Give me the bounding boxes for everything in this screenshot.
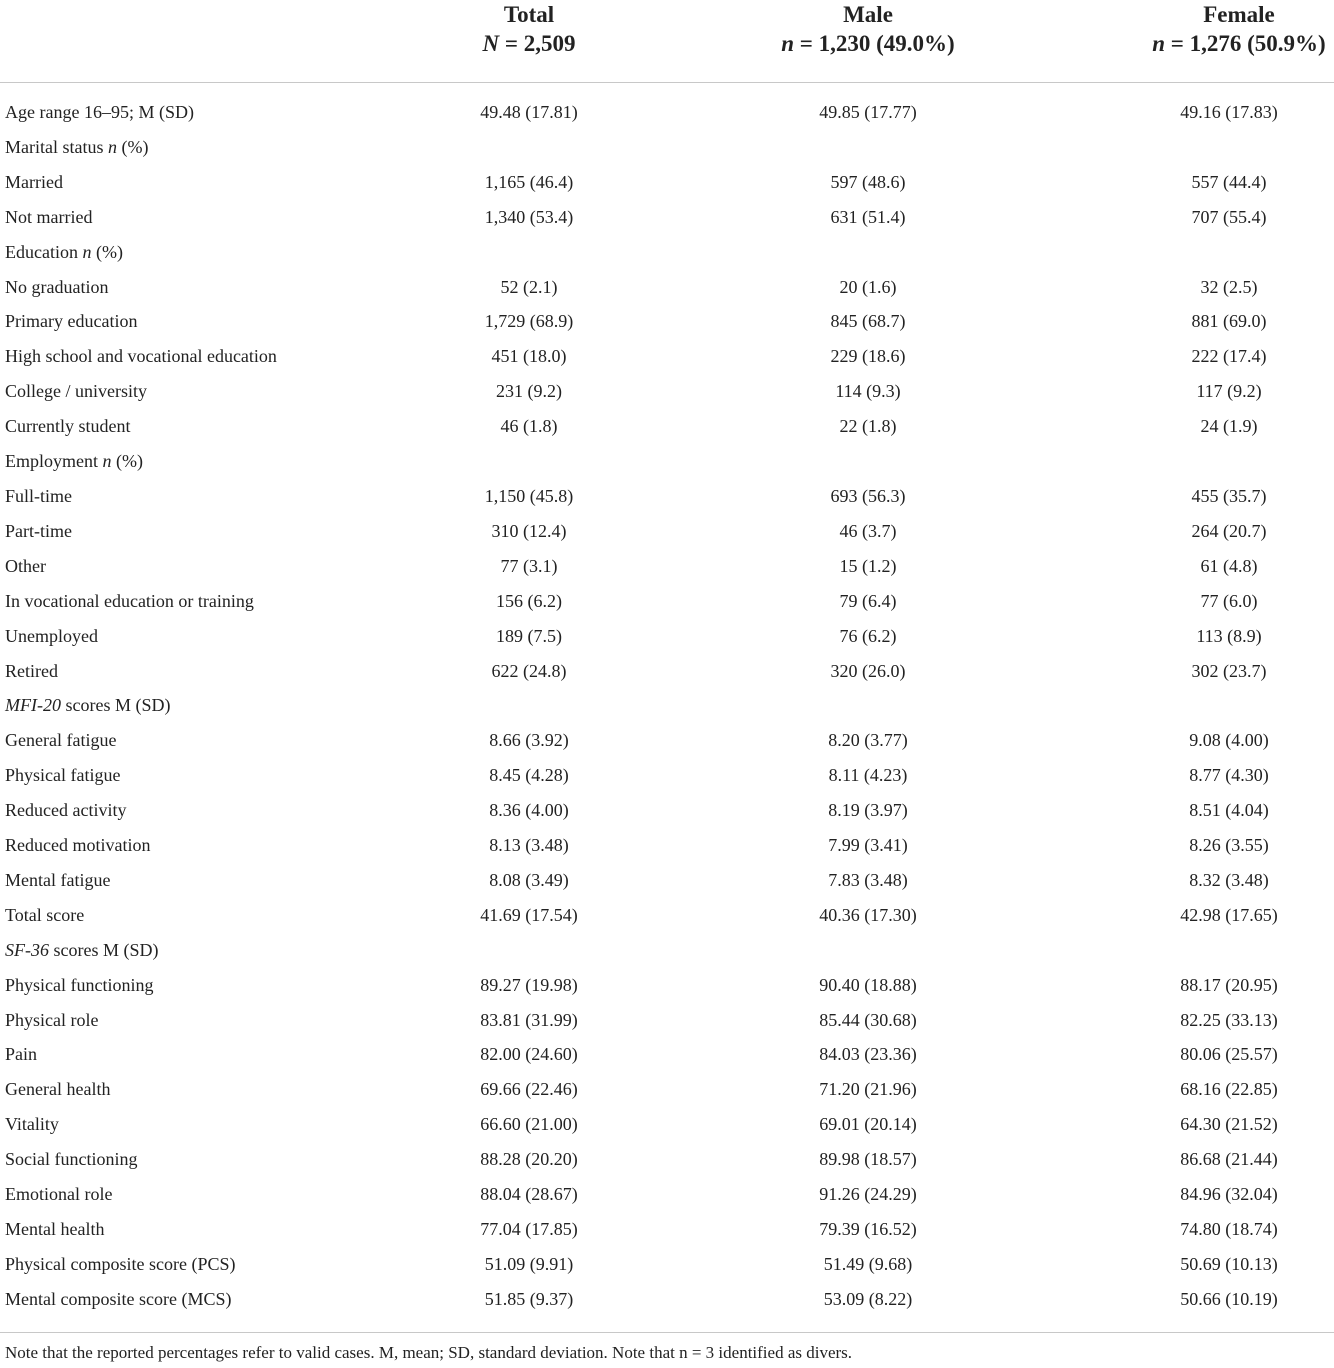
cell-female: 88.17 (20.95) (1180, 974, 1278, 995)
table-row (0, 723, 1334, 758)
cell-total: 8.13 (3.48) (489, 835, 569, 856)
row-label: No graduation (5, 276, 109, 297)
cell-male: 22 (1.8) (839, 416, 897, 437)
cell-male: 91.26 (24.29) (819, 1184, 917, 1205)
header-female (1089, 0, 1334, 58)
row-label: High school and vocational education (5, 346, 277, 367)
table-row (0, 863, 1334, 898)
cell-total: 83.81 (31.99) (480, 1009, 578, 1030)
table-row (0, 270, 1334, 305)
cell-male: 8.20 (3.77) (828, 730, 908, 751)
cell-total: 1,165 (46.4) (484, 171, 574, 192)
row-label: Other (5, 555, 46, 576)
header-divider (0, 82, 1334, 83)
table-row (0, 1107, 1334, 1142)
cell-total: 66.60 (21.00) (480, 1114, 578, 1135)
table-row (0, 1142, 1334, 1177)
cell-male: 320 (26.0) (830, 660, 906, 681)
table-row (0, 688, 1334, 723)
cell-male: 69.01 (20.14) (819, 1114, 917, 1135)
row-label: Currently student (5, 416, 131, 437)
cell-female: 264 (20.7) (1191, 520, 1267, 541)
cell-male: 79 (6.4) (839, 590, 897, 611)
table-row (0, 374, 1334, 409)
cell-female: 222 (17.4) (1191, 346, 1267, 367)
cell-male: 79.39 (16.52) (819, 1219, 917, 1239)
row-label: Physical fatigue (5, 765, 121, 786)
table-body (0, 95, 1334, 1317)
row-label: Mental composite score (MCS) (5, 1288, 232, 1309)
cell-total: 89.27 (19.98) (480, 974, 578, 995)
cell-female: 455 (35.7) (1191, 485, 1267, 506)
row-label: Full-time (5, 485, 72, 506)
cell-total: 8.66 (3.92) (489, 730, 569, 751)
table-row (0, 200, 1334, 235)
cell-total: 231 (9.2) (496, 381, 562, 402)
cell-total: 46 (1.8) (500, 416, 558, 437)
row-label: Employment n (%) (5, 451, 143, 472)
table-row (0, 444, 1334, 479)
cell-female: 32 (2.5) (1200, 276, 1258, 297)
header-total (409, 0, 649, 58)
row-label: Education n (%) (5, 241, 123, 262)
cell-total: 189 (7.5) (496, 625, 562, 646)
table-row (0, 828, 1334, 863)
row-label: Retired (5, 660, 58, 681)
cell-female: 42.98 (17.65) (1180, 904, 1278, 925)
table-row (0, 1177, 1334, 1212)
row-label: General fatigue (5, 730, 117, 751)
cell-female: 50.69 (10.13) (1180, 1253, 1278, 1274)
cell-male: 229 (18.6) (830, 346, 906, 367)
row-label: Total score (5, 904, 85, 925)
cell-total: 310 (12.4) (491, 520, 567, 541)
footer-divider (0, 1332, 1334, 1333)
table-row (0, 165, 1334, 200)
cell-total: 622 (24.8) (491, 660, 567, 681)
cell-female: 8.26 (3.55) (1189, 835, 1269, 856)
row-label: Emotional role (5, 1184, 113, 1205)
row-label: Mental fatigue (5, 869, 111, 890)
cell-total: 88.04 (28.67) (480, 1184, 578, 1205)
header-count: N = 2,509 (482, 31, 576, 56)
cell-female: 113 (8.9) (1196, 625, 1262, 646)
cell-total: 8.45 (4.28) (489, 765, 569, 786)
cell-female: 707 (55.4) (1191, 206, 1267, 227)
cell-female: 84.96 (32.04) (1180, 1184, 1278, 1205)
header-count: n = 1,276 (50.9%) (1152, 31, 1326, 56)
cell-total: 82.00 (24.60) (480, 1044, 578, 1065)
cell-male: 20 (1.6) (839, 276, 897, 297)
cell-female: 64.30 (21.52) (1180, 1114, 1278, 1135)
row-label: Pain (5, 1044, 38, 1065)
table-row (0, 130, 1334, 165)
cell-total: 52 (2.1) (500, 276, 558, 297)
row-label: Physical composite score (PCS) (5, 1253, 236, 1274)
table-row (0, 654, 1334, 689)
table-row (0, 1282, 1334, 1317)
cell-female: 302 (23.7) (1191, 660, 1267, 681)
row-label: In vocational education or training (5, 590, 254, 611)
cell-female: 24 (1.9) (1200, 416, 1258, 437)
header-title: Male (843, 2, 893, 27)
cell-male: 631 (51.4) (830, 206, 906, 227)
cell-male: 84.03 (23.36) (819, 1044, 917, 1065)
table-row (0, 514, 1334, 549)
cell-female: 8.51 (4.04) (1189, 800, 1269, 821)
cell-female: 61 (4.8) (1200, 555, 1258, 576)
cell-total: 51.09 (9.91) (484, 1253, 574, 1274)
header-male (718, 0, 1018, 58)
row-label: Part-time (5, 520, 72, 541)
table-row (0, 1003, 1334, 1038)
cell-total: 1,340 (53.4) (484, 206, 574, 227)
table-row (0, 1072, 1334, 1107)
row-label: Primary education (5, 311, 138, 332)
table-row (0, 479, 1334, 514)
row-label: Vitality (5, 1114, 59, 1135)
cell-total: 156 (6.2) (496, 590, 562, 611)
table-row (0, 898, 1334, 933)
header-title: Total (503, 2, 555, 27)
table-row (0, 1247, 1334, 1282)
table-row (0, 1212, 1334, 1247)
table-row (0, 793, 1334, 828)
table-row (0, 95, 1334, 130)
cell-female: 881 (69.0) (1191, 311, 1267, 332)
table-row (0, 409, 1334, 444)
cell-female: 77 (6.0) (1200, 590, 1258, 611)
cell-male: 597 (48.6) (830, 171, 906, 192)
cell-total: 88.28 (20.20) (480, 1149, 578, 1170)
cell-female: 80.06 (25.57) (1180, 1044, 1278, 1065)
cell-total: 77.04 (17.85) (480, 1219, 578, 1239)
cell-female: 8.32 (3.48) (1189, 869, 1269, 890)
table-row (0, 235, 1334, 270)
row-label: Physical functioning (5, 974, 154, 995)
cell-total: 77 (3.1) (500, 555, 558, 576)
table-row (0, 933, 1334, 968)
row-label: MFI-20 scores M (SD) (5, 695, 171, 716)
table-header (0, 0, 1334, 82)
cell-male: 46 (3.7) (839, 520, 897, 541)
cell-total: 1,729 (68.9) (484, 311, 574, 332)
row-label: Unemployed (5, 625, 98, 646)
row-label: General health (5, 1079, 111, 1100)
row-label: Not married (5, 206, 93, 227)
table-row (0, 584, 1334, 619)
cell-male: 49.85 (17.77) (819, 102, 917, 122)
cell-male: 89.98 (18.57) (819, 1149, 917, 1170)
cell-male: 90.40 (18.88) (819, 974, 917, 995)
cell-female: 117 (9.2) (1196, 381, 1262, 402)
row-label: Physical role (5, 1009, 99, 1030)
cell-male: 7.99 (3.41) (828, 835, 908, 856)
row-label: Age range 16–95; M (SD) (5, 102, 194, 122)
row-label: Reduced motivation (5, 835, 151, 856)
cell-male: 8.19 (3.97) (828, 800, 908, 821)
cell-male: 40.36 (17.30) (819, 904, 917, 925)
table-row (0, 339, 1334, 374)
row-label: Mental health (5, 1219, 105, 1239)
cell-female: 68.16 (22.85) (1180, 1079, 1278, 1100)
cell-female: 49.16 (17.83) (1180, 102, 1278, 122)
cell-total: 8.36 (4.00) (489, 800, 569, 821)
row-label: Social functioning (5, 1149, 138, 1170)
cell-male: 7.83 (3.48) (828, 869, 908, 890)
cell-female: 50.66 (10.19) (1180, 1288, 1278, 1309)
cell-male: 51.49 (9.68) (823, 1253, 913, 1274)
header-title: Female (1203, 2, 1275, 27)
cell-female: 8.77 (4.30) (1189, 765, 1269, 786)
table-row (0, 758, 1334, 793)
table-row (0, 1037, 1334, 1072)
cell-female: 74.80 (18.74) (1180, 1219, 1278, 1239)
cell-male: 693 (56.3) (830, 485, 906, 506)
row-label: SF-36 scores M (SD) (5, 939, 159, 960)
cell-female: 86.68 (21.44) (1180, 1149, 1278, 1170)
cell-total: 49.48 (17.81) (480, 102, 578, 122)
cell-male: 71.20 (21.96) (819, 1079, 917, 1100)
cell-female: 82.25 (33.13) (1180, 1009, 1278, 1030)
row-label: Marital status n (%) (5, 136, 149, 157)
table-row (0, 619, 1334, 654)
cell-total: 69.66 (22.46) (480, 1079, 578, 1100)
cell-male: 53.09 (8.22) (823, 1288, 913, 1309)
row-label: Reduced activity (5, 800, 127, 821)
cell-total: 51.85 (9.37) (484, 1288, 574, 1309)
cell-total: 1,150 (45.8) (484, 485, 574, 506)
cell-male: 85.44 (30.68) (819, 1009, 917, 1030)
cell-female: 9.08 (4.00) (1189, 730, 1269, 751)
row-label: College / university (5, 381, 147, 402)
cell-female: 557 (44.4) (1191, 171, 1267, 192)
cell-male: 76 (6.2) (839, 625, 897, 646)
cell-male: 8.11 (4.23) (828, 765, 908, 786)
cell-male: 15 (1.2) (839, 555, 897, 576)
header-count: n = 1,230 (49.0%) (781, 31, 955, 56)
row-label: Married (5, 171, 63, 192)
cell-total: 8.08 (3.49) (489, 869, 569, 890)
table-row (0, 968, 1334, 1003)
cell-total: 451 (18.0) (491, 346, 567, 367)
cell-male: 114 (9.3) (835, 381, 901, 402)
table-footnote: Note that the reported percentages refer to valid cases. M, mean; SD, standard deviation. Note that n = 3 identified as divers. (5, 1343, 853, 1362)
table-row (0, 304, 1334, 339)
table-row (0, 549, 1334, 584)
cell-male: 845 (68.7) (830, 311, 906, 332)
cell-total: 41.69 (17.54) (480, 904, 578, 925)
